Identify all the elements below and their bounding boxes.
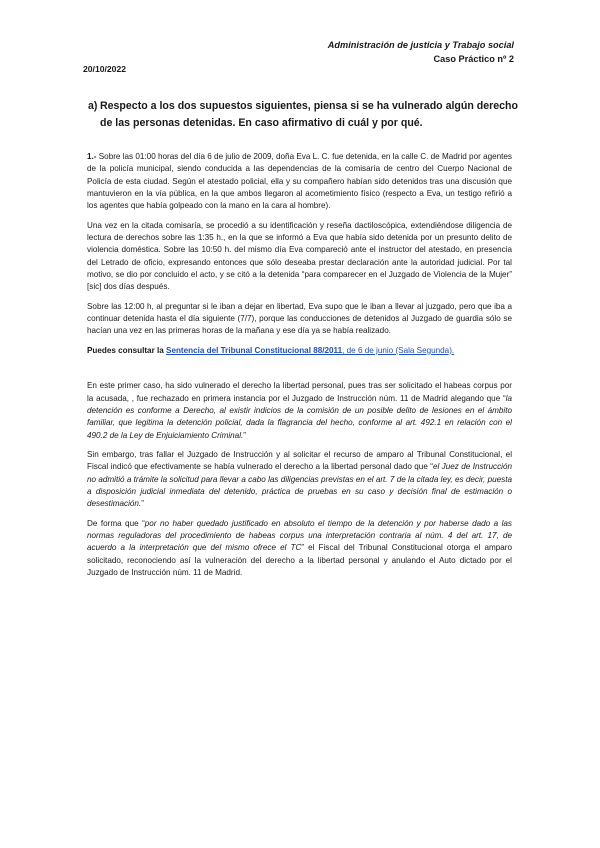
answer-2-start: Sin embargo, tras fallar el Juzgado de Instrucción y al solicitar el recurso de amparo al Tribunal Constitucional, el Fiscal indicó que efectivamente se había vulnerado el derecho a la libertad personal dado que “ — [87, 449, 512, 472]
answer-3-start: De forma que “ — [87, 518, 145, 528]
header-case: Caso Práctico nº 2 — [433, 54, 514, 64]
answer-1-quote: la detención es conforme a Derecho, al existir indicios de la comisión de un posible delito de lesiones en el ámbito familiar, que legitima la detención policial, dada la flagrancia del hecho, conforme al art. 492.1 en relación con el 490.2 de la Ley de Enjuiciamiento Criminal. — [87, 393, 512, 440]
answer-3-quote: por no haber quedado justificado en absoluto el tiempo de la detención y por haberse dado a las normas reguladoras del procedimiento de habeas corpus una interpretación contraria al núm. 4 del art. 17, de acuerdo a la interpretación que del mismo ofrece el TC — [87, 518, 512, 553]
answer-1-end: ” — [243, 430, 246, 440]
case-paragraph-2: Una vez en la citada comisaría, se procedió a su identificación y reseña dactiloscópica, extendiéndose diligencia de lectura de derechos sobre las 1:35 h., en la que se informó a Eva que había sido detenida por un presunto delito de violencia doméstica. Sobre las 10:50 h. del mismo día Eva compareció ante el instructor del atestado, en presencia del Letrado de oficio, expresando entonces que sólo deseaba prestar declaración ante la autoridad judicial. Por tal motivo, se dio por concluido el acto, y se citó a la detenida “para comparecer en el Juzgado de Violencia de la Mujer” [sic] dos días después. — [87, 220, 512, 292]
document-header — [328, 38, 514, 66]
case-number: 1.- — [87, 152, 97, 161]
question-letter: a) — [88, 100, 98, 112]
document-date: 20/10/2022 — [83, 64, 127, 74]
answer-paragraph-3 — [87, 518, 512, 580]
answer-paragraph-1 — [87, 380, 512, 442]
sentence-link[interactable]: Sentencia del Tribunal Constitucional 88/2011 — [166, 345, 343, 355]
case-paragraph-3: Sobre las 12:00 h, al preguntar si le iban a dejar en libertad, Eva supo que le iban a llevar al juzgado, pero que iba a continuar detenida hasta el día siguiente (7/7), porque las conducciones de detenidos al Juzgado de guardia sólo se hacían una vez en las primeras horas de la mañana y ese día ya se había realizado. — [87, 301, 512, 336]
answer-3-end: ” el Fiscal del Tribunal Constitucional otorga el amparo solicitado, reconociendo así la vulneración del derecho a la libertad personal y anulando el Auto dictado por el Juzgado de Instrucción núm. 11 de Madrid. — [87, 543, 513, 577]
answer-2-end: ” — [141, 499, 144, 509]
reference-paragraph — [87, 345, 512, 357]
question-heading — [88, 98, 528, 132]
answer-1-start: En este primer caso, ha sido vulnerado el derecho la libertad personal, pues tras ser solicitado el habeas corpus por la acusada, , fue rechazado en primera instancia por el Juzgado de Instrucción núm. 11 de Madrid alegando que “ — [87, 381, 512, 403]
sentence-link-tail[interactable]: , de 6 de junio (Sala Segunda). — [342, 345, 455, 355]
section-gap — [87, 364, 512, 380]
header-course: Administración de justicia y Trabajo social — [327, 40, 514, 50]
question-text: Respecto a los dos supuestos siguientes, piensa si se ha vulnerado algún derecho de las personas detenidas. En caso afirmativo di cuál y por qué. — [100, 100, 518, 129]
case-paragraph-1 — [87, 151, 512, 213]
case-paragraph-1-text: Sobre las 01:00 horas del día 6 de julio de 2009, doña Eva L. C. fue detenida, en la calle C. de Madrid por agentes de la policía municipal, siendo conducida a las dependencias de la comisaría de centro del Cuerpo Nacional de Policía de esta ciudad. Según el atestado policial, ella y su compañero habían sido detenidos tras una discusión que mantuvieron en la vía pública, en la que ambos llegaron al acometimiento físico (respecto a Eva, un testigo refirió a los agentes que había golpeado con la mano en la cara al hombre). — [87, 152, 512, 211]
document-body — [87, 151, 512, 586]
answer-paragraph-2 — [87, 449, 512, 511]
reference-prefix: Puedes consultar la — [87, 345, 164, 355]
answer-2-quote: el Juez de Instrucción no admitió a trámite la solicitud para llevar a cabo las diligencias previstas en el art. 7 de la citada ley, es decir, puesta a disposición judicial inmediata del detenido, práctica de pruebas en su caso y decisión final de estimación o desestimación. — [87, 462, 512, 509]
